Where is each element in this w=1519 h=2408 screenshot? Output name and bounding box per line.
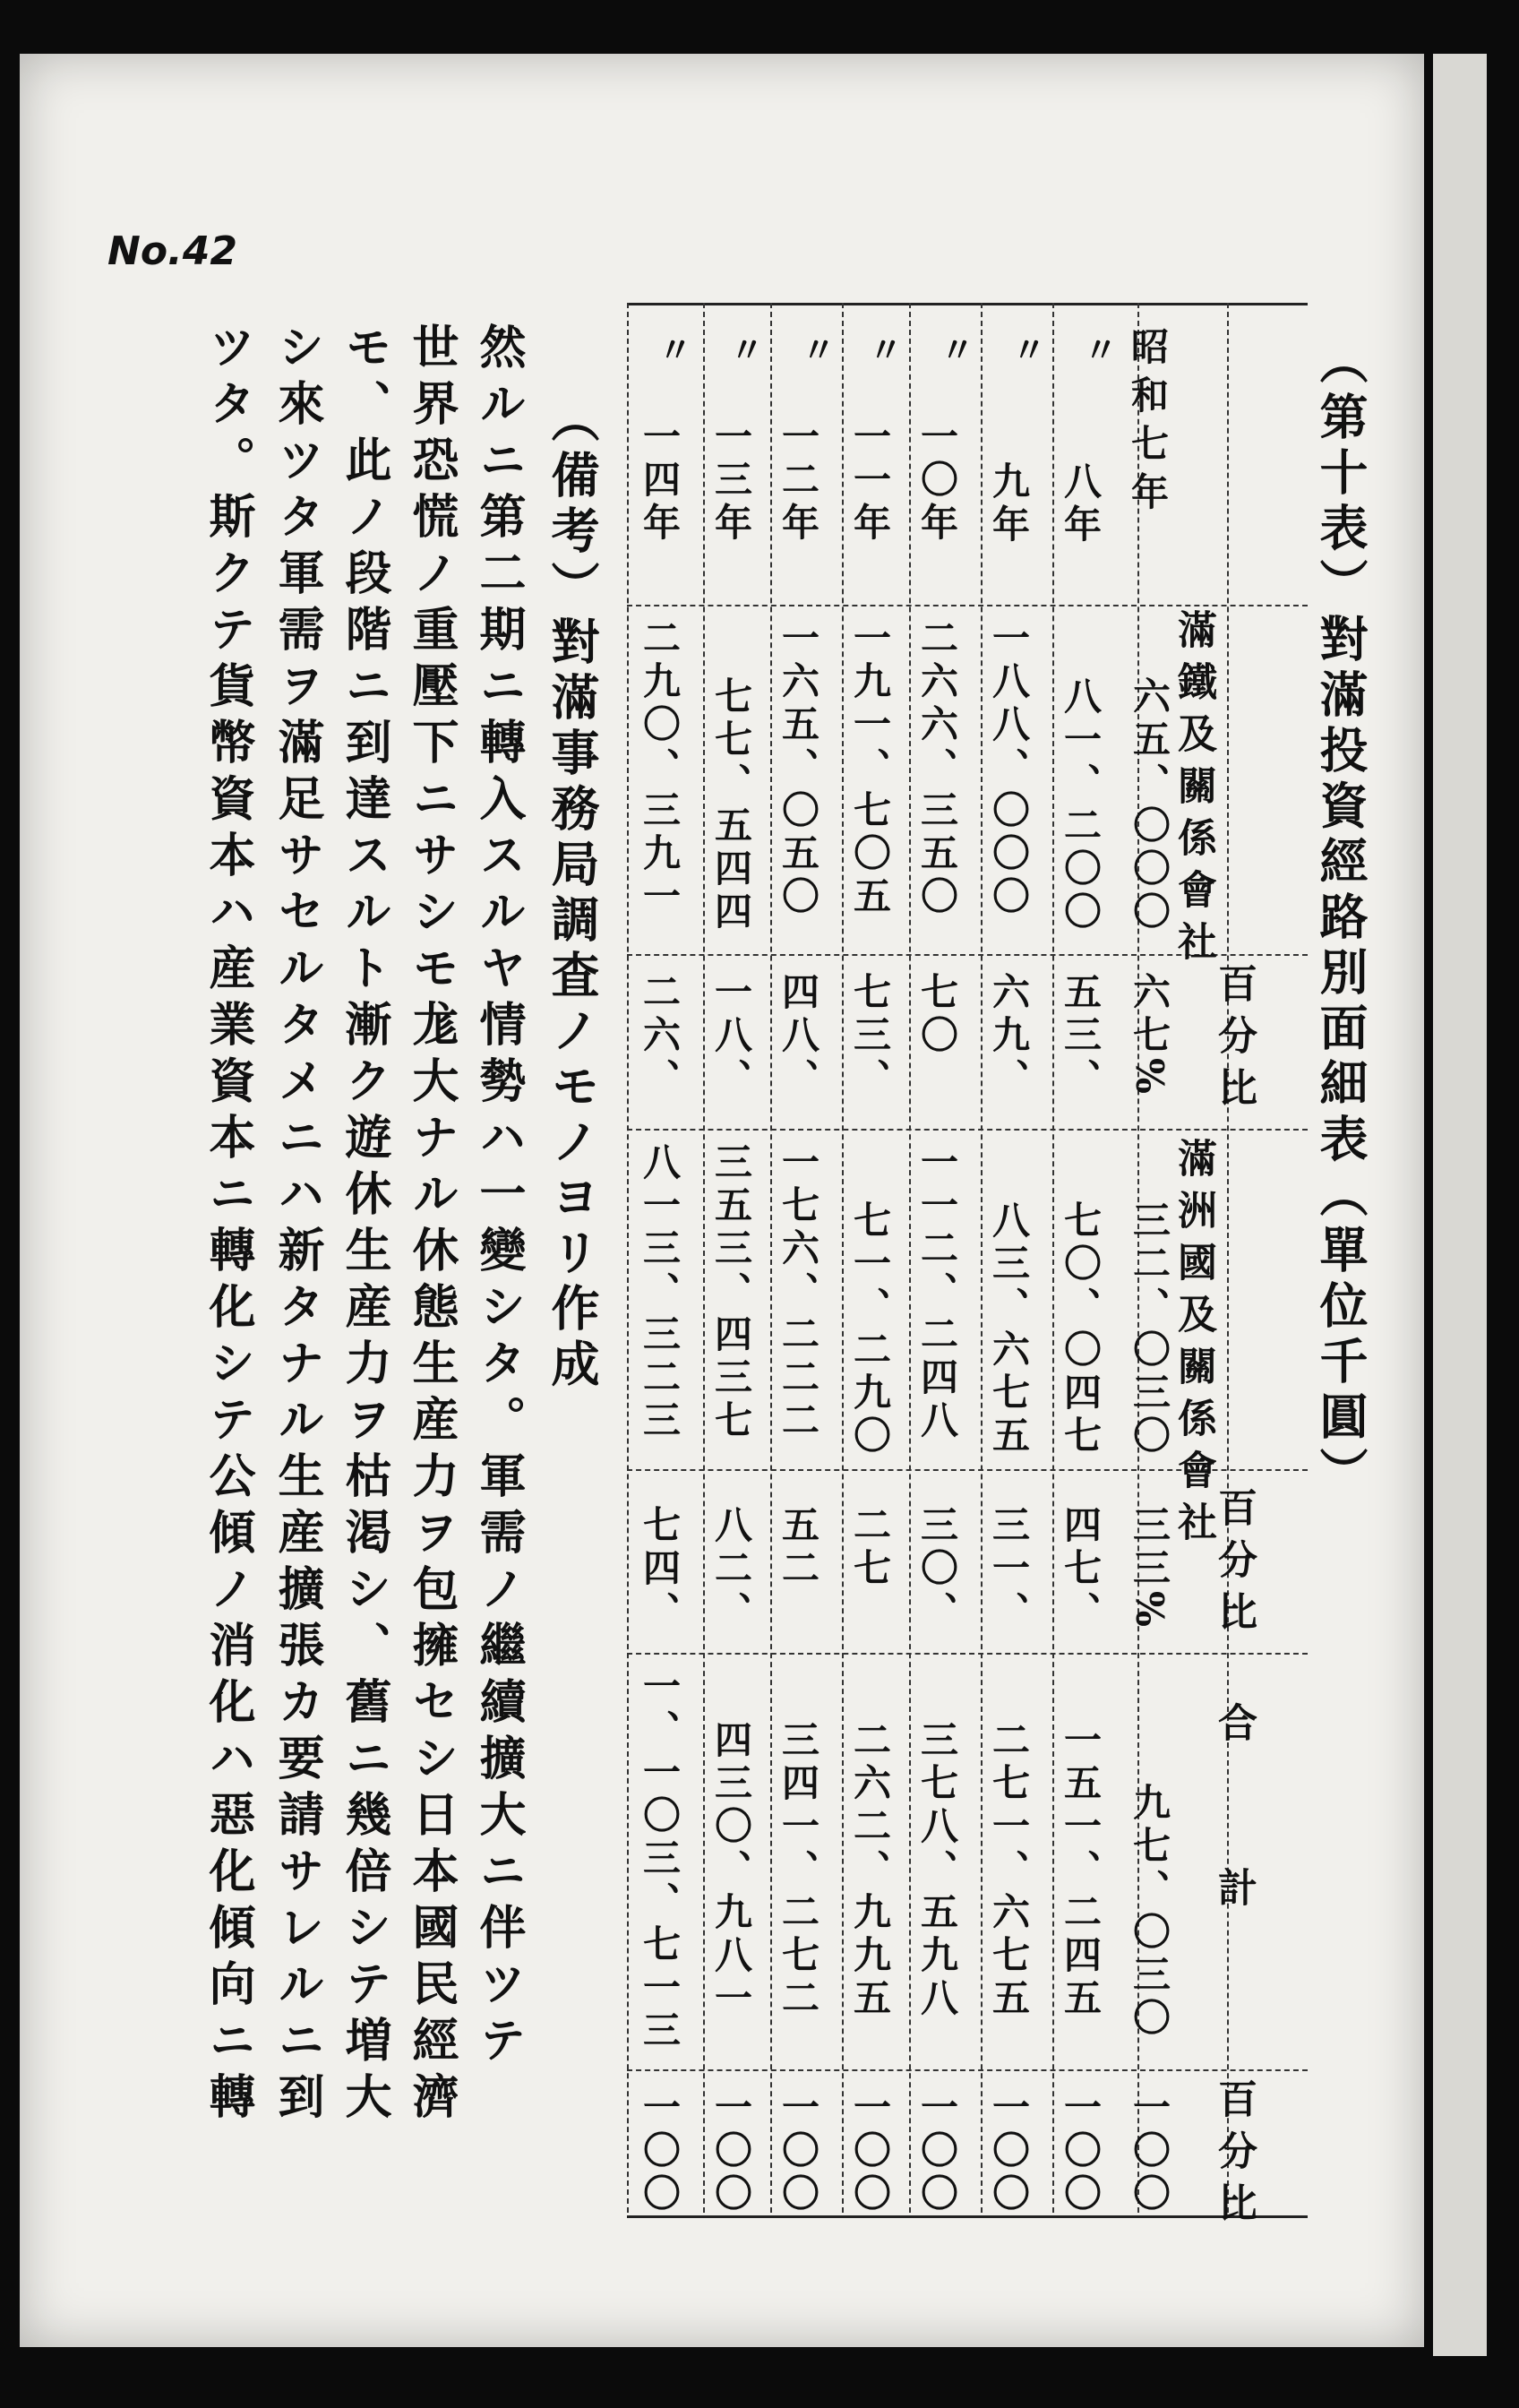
ditto-mark: 〃 — [869, 330, 904, 370]
table-caption: （第十表）對滿投資經路別面細表（單位千圓） — [1312, 336, 1369, 1502]
table-cell: 一一二、二四八 — [915, 1142, 959, 1443]
table-cell: 三三% — [1128, 1505, 1171, 1632]
year-label: 昭和七年 — [1126, 327, 1170, 520]
header-manshukoku: 滿洲國及關係會社 — [1171, 1138, 1216, 1553]
section-rule — [627, 605, 1308, 606]
ditto-mark: 〃 — [658, 330, 693, 370]
body-text-column: 世界恐慌ノ重壓下ニサシモ尨大ナル休態生産力ヲ包擁セシ日本國民經濟 — [404, 322, 459, 2128]
table-cell: 六五、〇〇〇 — [1128, 676, 1171, 934]
table-cell: 七四、 — [638, 1505, 682, 1634]
body-text-column: ツタ。斯クテ貨幣資本ハ産業資本ニ轉化シテ公傾ノ消化ハ惡化傾向ニ轉 — [201, 322, 255, 2128]
year-label: 一一年 — [848, 417, 892, 546]
section-rule — [627, 2069, 1308, 2071]
table-cell: 一、一〇三、七一三 — [638, 1666, 682, 2053]
table-cell: 三五三、四三七 — [709, 1142, 753, 1443]
year-label: 一三年 — [709, 417, 753, 546]
table-cell: 二七一、六七五 — [987, 1720, 1031, 2021]
table-cell: 一〇〇 — [915, 2087, 959, 2216]
table-cell: 五三、 — [1059, 972, 1103, 1101]
year-label: 一二年 — [777, 417, 820, 546]
header-total: 合計 — [1211, 1702, 1257, 2032]
year-label: 八年 — [1059, 461, 1103, 547]
table-cell: 一〇〇 — [777, 2087, 820, 2216]
ditto-mark: 〃 — [1012, 330, 1047, 370]
remark-heading: （備考）對滿事務局調査ノモノヨリ作成 — [544, 394, 601, 1394]
table-cell: 一五一、二四五 — [1059, 1720, 1103, 2021]
header-total-pct: 百分比 — [1211, 2078, 1257, 2234]
table-cell: 三四一、二七二 — [777, 1720, 820, 2021]
table-cell: 二六六、三五〇 — [915, 618, 959, 919]
column-rule — [770, 303, 772, 2213]
table-cell: 七三、 — [848, 972, 892, 1101]
page-number: No.42 — [107, 228, 237, 274]
table-cell: 二六、 — [638, 972, 682, 1101]
table-cell: 三一、 — [987, 1505, 1031, 1634]
table-cell: 一〇〇 — [1059, 2087, 1103, 2216]
year-label: 一四年 — [638, 417, 682, 546]
table-cell: 九七、〇三〇 — [1128, 1783, 1171, 2041]
table-cell: 一〇〇 — [709, 2087, 753, 2216]
column-rule — [909, 303, 911, 2213]
table-cell: 一〇〇 — [1128, 2087, 1171, 2216]
table-cell: 一〇〇 — [638, 2087, 682, 2216]
year-label: 一〇年 — [915, 417, 959, 546]
ditto-mark: 〃 — [1084, 330, 1119, 370]
year-label: 九年 — [987, 461, 1031, 547]
table-cell: 一八、 — [709, 972, 753, 1101]
column-rule — [703, 303, 705, 2213]
table-cell: 一八八、〇〇〇 — [987, 618, 1031, 919]
header-mantetsu: 滿鐵及關係會社 — [1171, 609, 1216, 973]
table-cell: 一九一、七〇五 — [848, 618, 892, 919]
table-cell: 七一、二九〇 — [848, 1200, 892, 1458]
column-rule — [1052, 303, 1054, 2213]
table-cell: 三七八、五九八 — [915, 1720, 959, 2021]
header-manshukoku-pct: 百分比 — [1211, 1487, 1257, 1643]
table-cell: 四三〇、九八一 — [709, 1720, 753, 2021]
ditto-mark: 〃 — [802, 330, 837, 370]
table-cell: 七七、五四四 — [709, 676, 753, 934]
table-cell: 三〇、 — [915, 1505, 959, 1634]
table-cell: 一〇〇 — [848, 2087, 892, 2216]
table-cell: 一六五、〇五〇 — [777, 618, 820, 919]
table-cell: 八一三、三二三 — [638, 1142, 682, 1443]
column-rule — [627, 303, 629, 2213]
table-cell: 三二、〇三〇 — [1128, 1200, 1171, 1458]
ditto-mark: 〃 — [940, 330, 975, 370]
next-page-edge — [1433, 54, 1487, 2356]
table-cell: 五二 — [777, 1505, 820, 1591]
header-mantetsu-pct: 百分比 — [1211, 963, 1257, 1119]
table-cell: 二六二、九九五 — [848, 1720, 892, 2021]
section-rule — [627, 1129, 1308, 1131]
body-text-column: シ來ツタ軍需ヲ滿足サセルタメニハ新タナル生産擴張カ要請サレルニ到 — [270, 322, 324, 2128]
table-cell: 六九、 — [987, 972, 1031, 1101]
table-cell: 七〇 — [915, 972, 959, 1058]
column-rule — [981, 303, 983, 2213]
column-rule — [842, 303, 844, 2213]
table-cell: 四七、 — [1059, 1505, 1103, 1634]
body-text-column: モ、此ノ段階ニ到達スルト漸ク遊休生産力ヲ枯渇シ、舊ニ幾倍シテ増大 — [337, 322, 391, 2128]
table-cell: 八三、六七五 — [987, 1200, 1031, 1458]
table-cell: 四八、 — [777, 972, 820, 1101]
body-text-column: 然ルニ第二期ニ轉入スルヤ情勢ハ一變シタ。軍需ノ繼續擴大ニ伴ツテ — [471, 322, 526, 2072]
table-cell: 二七 — [848, 1505, 892, 1591]
table-cell: 一〇〇 — [987, 2087, 1031, 2216]
table-cell: 一七六、二二二 — [777, 1142, 820, 1443]
table-cell: 七〇、〇四七 — [1059, 1200, 1103, 1458]
ditto-mark: 〃 — [730, 330, 765, 370]
section-rule — [627, 1653, 1308, 1655]
table-cell: 八二、 — [709, 1505, 753, 1634]
table-cell: 八一、二〇〇 — [1059, 676, 1103, 934]
table-cell: 六七% — [1128, 972, 1171, 1099]
table-cell: 二九〇、三九一 — [638, 618, 682, 919]
